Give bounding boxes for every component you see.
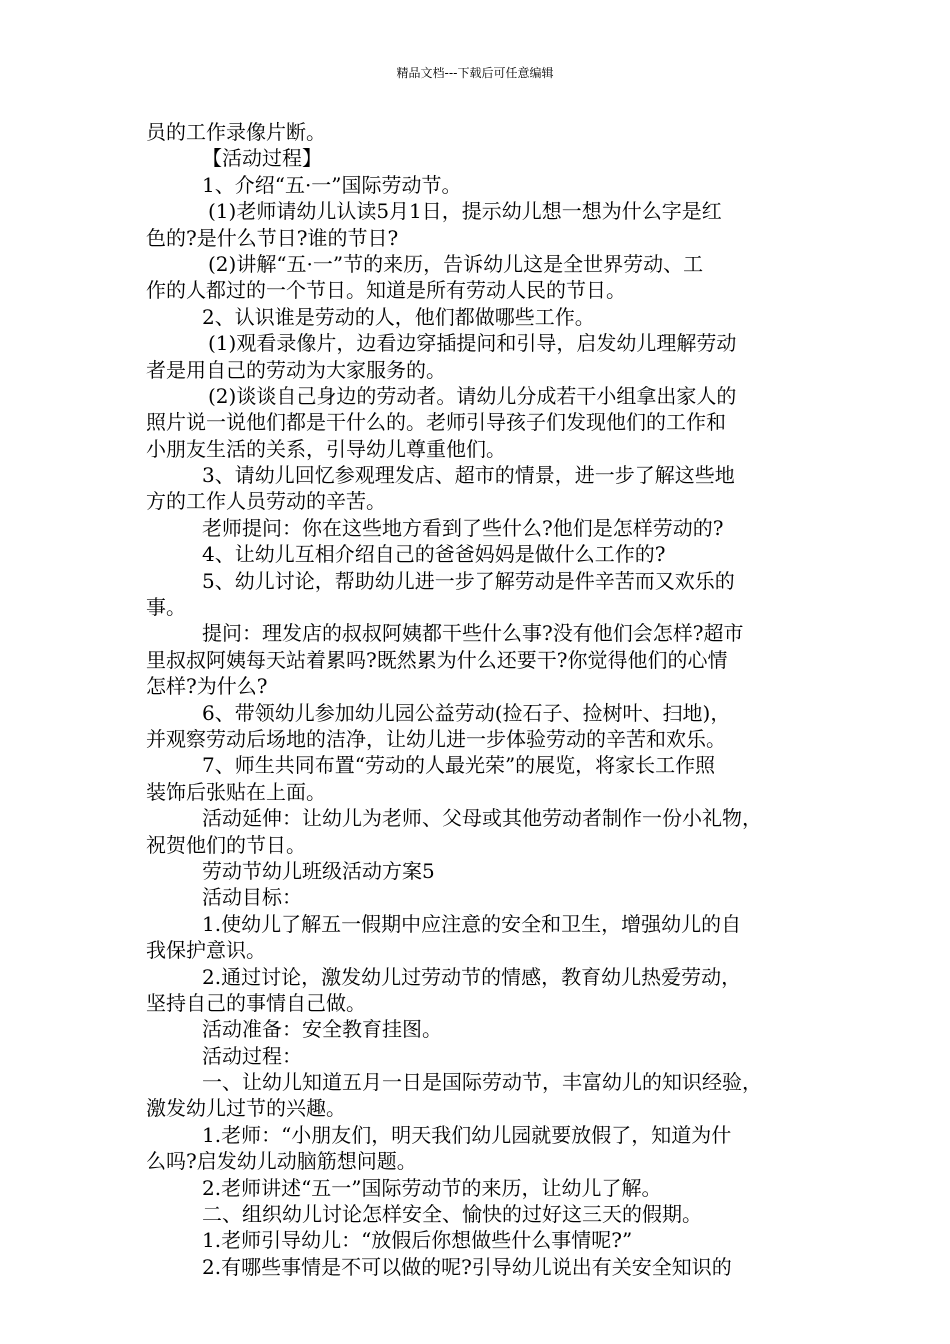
text-line: 活动准备：安全教育挂图。	[202, 1017, 442, 1042]
text-line: 6、带领幼儿参加幼儿园公益劳动(捡石子、捡树叶、扫地)，	[202, 700, 731, 725]
text-line: 者是用自己的劳动为大家服务的。	[146, 357, 446, 382]
text-line: 员的工作录像片断。	[146, 120, 326, 144]
text-line: 照片说一说他们都是干什么的。老师引导孩子们发现他们的工作和	[146, 410, 726, 435]
text-line: (2)谈谈自己身边的劳动者。请幼儿分成若干小组拿出家人的	[208, 383, 737, 408]
text-line: (1)老师请幼儿认读5月1日，提示幼儿想一想为什么字是红	[208, 199, 722, 224]
text-line: 事。	[146, 595, 186, 620]
text-line: 祝贺他们的节日。	[146, 832, 306, 857]
text-line: 1.老师：“小朋友们，明天我们幼儿园就要放假了，知道为什	[202, 1122, 732, 1147]
page-header: 精品文档---下载后可任意编辑	[396, 66, 554, 80]
text-line: (2)讲解“五·一”节的来历，告诉幼儿这是全世界劳动、工	[208, 251, 704, 276]
text-line: 一、让幼儿知道五月一日是国际劳动节，丰富幼儿的知识经验，	[202, 1070, 762, 1095]
text-line: 5、幼儿讨论，帮助幼儿进一步了解劳动是件辛苦而又欢乐的	[202, 568, 735, 593]
text-line: 装饰后张贴在上面。	[146, 779, 326, 804]
text-line: 2.有哪些事情是不可以做的呢?引导幼儿说出有关安全知识的	[202, 1254, 732, 1279]
body-text	[146, 119, 816, 1280]
text-line: (1)观看录像片，边看边穿插提问和引导，启发幼儿理解劳动	[208, 331, 737, 356]
text-line: 老师提问：你在这些地方看到了些什么?他们是怎样劳动的?	[202, 515, 724, 540]
text-line: 2.老师讲述“五一”国际劳动节的来历，让幼儿了解。	[202, 1175, 662, 1200]
text-line: 2、认识谁是劳动的人，他们都做哪些工作。	[202, 304, 595, 329]
text-line: 4、让幼儿互相介绍自己的爸爸妈妈是做什么工作的?	[202, 542, 666, 567]
text-line: 里叔叔阿姨每天站着累吗?既然累为什么还要干?你觉得他们的心情	[146, 647, 728, 672]
text-line: 活动延伸：让幼儿为老师、父母或其他劳动者制作一份小礼物，	[202, 806, 762, 831]
text-line: 1、介绍“五·一”国际劳动节。	[202, 172, 462, 197]
text-line: 我保护意识。	[146, 938, 266, 963]
text-line: 作的人都过的一个节日。知道是所有劳动人民的节日。	[146, 278, 626, 303]
text-line: 活动目标：	[202, 885, 302, 910]
text-line: 激发幼儿过节的兴趣。	[146, 1096, 346, 1121]
text-line: 2.通过讨论，激发幼儿过劳动节的情感，教育幼儿热爱劳动，	[202, 964, 742, 989]
text-line: 小朋友生活的关系，引导幼儿尊重他们。	[146, 436, 506, 461]
text-line: 7、师生共同布置“劳动的人最光荣”的展览，将家长工作照	[202, 753, 716, 778]
text-line: 提问：理发店的叔叔阿姨都干些什么事?没有他们会怎样?超市	[202, 621, 744, 646]
text-line: 【活动过程】	[202, 146, 322, 171]
text-line: 怎样?为什么?	[146, 674, 268, 699]
section-title: 劳动节幼儿班级活动方案5	[202, 858, 435, 883]
text-line: 并观察劳动后场地的洁净，让幼儿进一步体验劳动的辛苦和欢乐。	[146, 726, 726, 751]
text-line: 1.老师引导幼儿：“放假后你想做些什么事情呢?”	[202, 1228, 633, 1253]
text-line: 活动过程：	[202, 1043, 302, 1068]
text-line: 色的?是什么节日?谁的节日?	[146, 225, 399, 250]
text-line: 坚持自己的事情自己做。	[146, 990, 366, 1015]
text-line: 方的工作人员劳动的辛苦。	[146, 489, 386, 514]
text-line: 么吗?启发幼儿动脑筋想问题。	[146, 1149, 417, 1174]
text-line: 二、组织幼儿讨论怎样安全、愉快的过好这三天的假期。	[202, 1202, 702, 1227]
text-line: 1.使幼儿了解五一假期中应注意的安全和卫生，增强幼儿的自	[202, 911, 742, 936]
text-line: 3、请幼儿回忆参观理发店、超市的情景，进一步了解这些地	[202, 463, 735, 488]
